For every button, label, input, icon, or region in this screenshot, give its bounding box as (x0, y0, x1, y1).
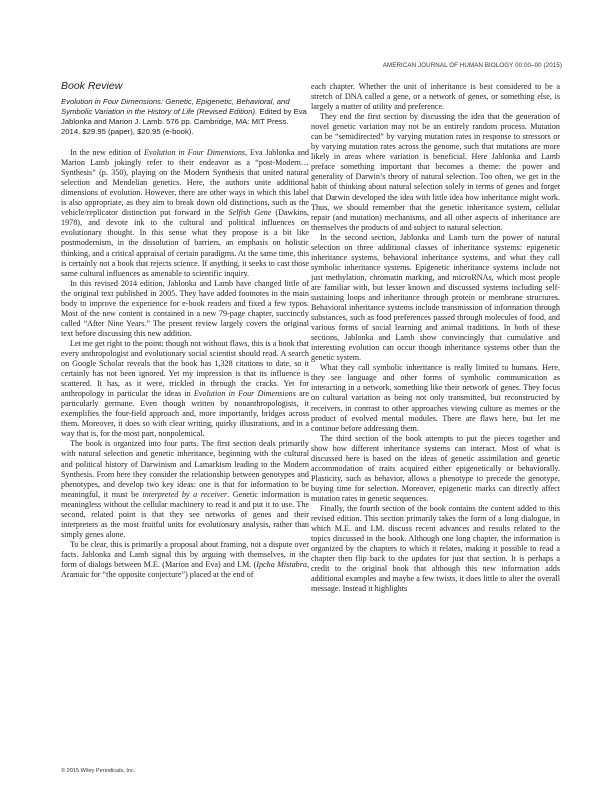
left-column (61, 81, 309, 737)
body-paragraph: In the new edition of Evolution in Four Dimensions, Eva Jablonka and Marion Lamb jokingly refer to their endeavor as a “post-Modern…Synthesis” (p. 350), playing on the Modern Synthesis that united natural selection and Mendelian genetics. Here, the authors unite additional dimensions of evolution. However, there are other ways in which this label is also appropriate, as they aim to break down old distinctions, such as the vehicle/replicator distinction put forward in the Selfish Gene (Dawkins, 1978), and devote ink to the cultural and political influences on evolutionary thought. In this sense what they propose is a bit like postmodernism, in the dissolution of barriers, an emphasis on holistic thinking, and a critical appraisal of certain paradigms. At the same time, this is certainly not a book that rejects science. If anything, it seeks to cast those same cultural influences as amenable to scientific inquiry. (61, 148, 309, 278)
body-paragraph: In this revised 2014 edition, Jablonka and Lamb have changed little of the original text published in 2005. They have added footnotes in the main body to improve the experience for e-book readers and fixed a few typos. Most of the new content is contained in a new 79-page chapter, succinctly called “After Nine Years.” The present review largely covers the original text before discussing this new addition. (61, 278, 309, 338)
book-title: Evolution in Four Dimensions: Genetic, Epigenetic, Behavioral, and Symbolic Variation in the History of Life (Revised Edition). (61, 97, 290, 117)
body-paragraph: Finally, the fourth section of the book contains the content added to this revised edition. This section primarily takes the form of a long dialogue, in which M.E. and I.M. discuss recent advances and results related to the topics discussed in the book. Although one long chapter, the information is organized by the chapters to which it relates, making it possible to read a chapter then flip back to the updates for just that section. It is perhaps a credit to the original book that although this new information adds additional examples and maybe a few twists, it does little to alter the overall message. Instead it highlights (311, 503, 560, 594)
running-head: AMERICAN JOURNAL OF HUMAN BIOLOGY 00:00–00 (2015) (382, 62, 562, 69)
copyright-footer: © 2015 Wiley Periodicals, Inc. (61, 768, 136, 774)
body-paragraph: They end the first section by discussing the idea that the generation of novel genetic variation may not be an entirely random process. Mutation can be “semidirected” by varying mutation rates in response to stressors or by varying mutation rates across the genome, such that mutations are more likely in areas where variation is beneficial. Here Jablonka and Lamb preface something important that becomes a theme: the power and generality of Darwin’s theory of natural selection. Too often, we get in the habit of thinking about natural selection solely in terms of genes and forget that Darwin developed the idea with little idea how inheritance might work. Thus, we should remember that the genetic inheritance system, cellular repair (and mutation) mechanisms, and all other aspects of inheritance are themselves the products of and subject to natural selection. (311, 112, 560, 232)
body-paragraph: In the second section, Jablonka and Lamb turn the power of natural selection on three additional classes of inheritance systems: epigenetic inheritance systems, behavioral inheritance systems, and what they call symbolic inheritance systems. Epigenetic inheritance systems include not just methylation, chromatin marking, and microRNAs, which most people are familiar with, but lesser known and discussed systems including self-sustaining loops and inheritance through protein or membrane structures. Behavioral inheritance systems include transmission of information through substances, such as food preferences passed through molecules of food, and various forms of social learning and animal traditions. In both of these sections, Jablonka and Lamb show convincingly that cumulative and interesting evolution can occur though inheritance systems other than the genetic system. (311, 232, 560, 363)
body-paragraph: What they call symbolic inheritance is really limited to humans. Here, they see language and other forms of symbolic communication as interacting in a network, something like their network of genes. They focus on cultural variation as being not only transmitted, but reconstructed by receivers, in contrast to other approaches viewing culture as memes or the product of evolved mental modules. There are flaws here, but let me continue before addressing them. (311, 363, 560, 433)
body-paragraph: each chapter. Whether the unit of inheritance is best considered to be a stretch of DNA called a gene, or a network of genes, or something else, is largely a matter of utility and preference. (311, 82, 560, 112)
body-paragraph: To be clear, this is primarily a proposal about framing, not a dispute over facts. Jablonka and Lamb signal this by arguing with themselves, in the form of dialogs between M.E. (Marion and Eva) and I.M. (Ipcha Mistabra, Aramaic for “the opposite conjecture”) placed at the end of (61, 539, 309, 580)
right-column (311, 82, 560, 762)
body-paragraph: The third section of the book attempts to put the pieces together and show how different inheritance systems can interact. Most of what is discussed here is based on the ideas of genetic assimilation and genetic accommodation of traits acquired either epigenetically or behaviorally. Plasticity, such as behavior, allows a phenotype to precede the genotype, buying time for selection. Moreover, epigenetic marks can directly affect mutation rates in genetic sequences. (311, 433, 560, 503)
book-details: Edited by Eva Jablonka and Marion J. Lamb. 576 pp. Cambridge, MA: MIT Press. 2014. $29.95 (paper), $20.95 (e-book). (61, 107, 307, 137)
book-citation (61, 97, 309, 137)
body-paragraph: The book is organized into four parts. The first section deals primarily with natural selection and genetic inheritance, beginning with the cultural and political history of Darwinism and Lamarkism leading to the Modern Synthesis. From here they consider the relationship between genotypes and phenotypes, and develop two key ideas: one is that for information to be meaningful, it must be interpreted by a receiver. Genetic information is meaningless without the cellular machinery to read it and put it to use. The second, related point is that they see networks of genes and their interpreters as the most fruitful units for evolutionary analysis, rather than simply genes alone. (61, 439, 309, 539)
section-title: Book Review (61, 81, 123, 92)
body-paragraph: Let me get right to the point: though not without flaws, this is a book that every anthropologist and evolutionary social scientist should read. A search on Google Scholar reveals that the book has 1,328 citations to date, so it certainly has not been ignored. Yet my impression is that its influence is scattered. It has, as it were, trickled in through the cracks. Yet for anthropology in particular the ideas in Evolution in Four Dimensions are particularly germane. Even though written by nonanthropologists, it exemplifies the four-field approach and, more importantly, bridges across them. Moreover, it does so with clear writing, quirky illustrations, and in a way that is, for the most part, nonpolemical. (61, 338, 309, 439)
